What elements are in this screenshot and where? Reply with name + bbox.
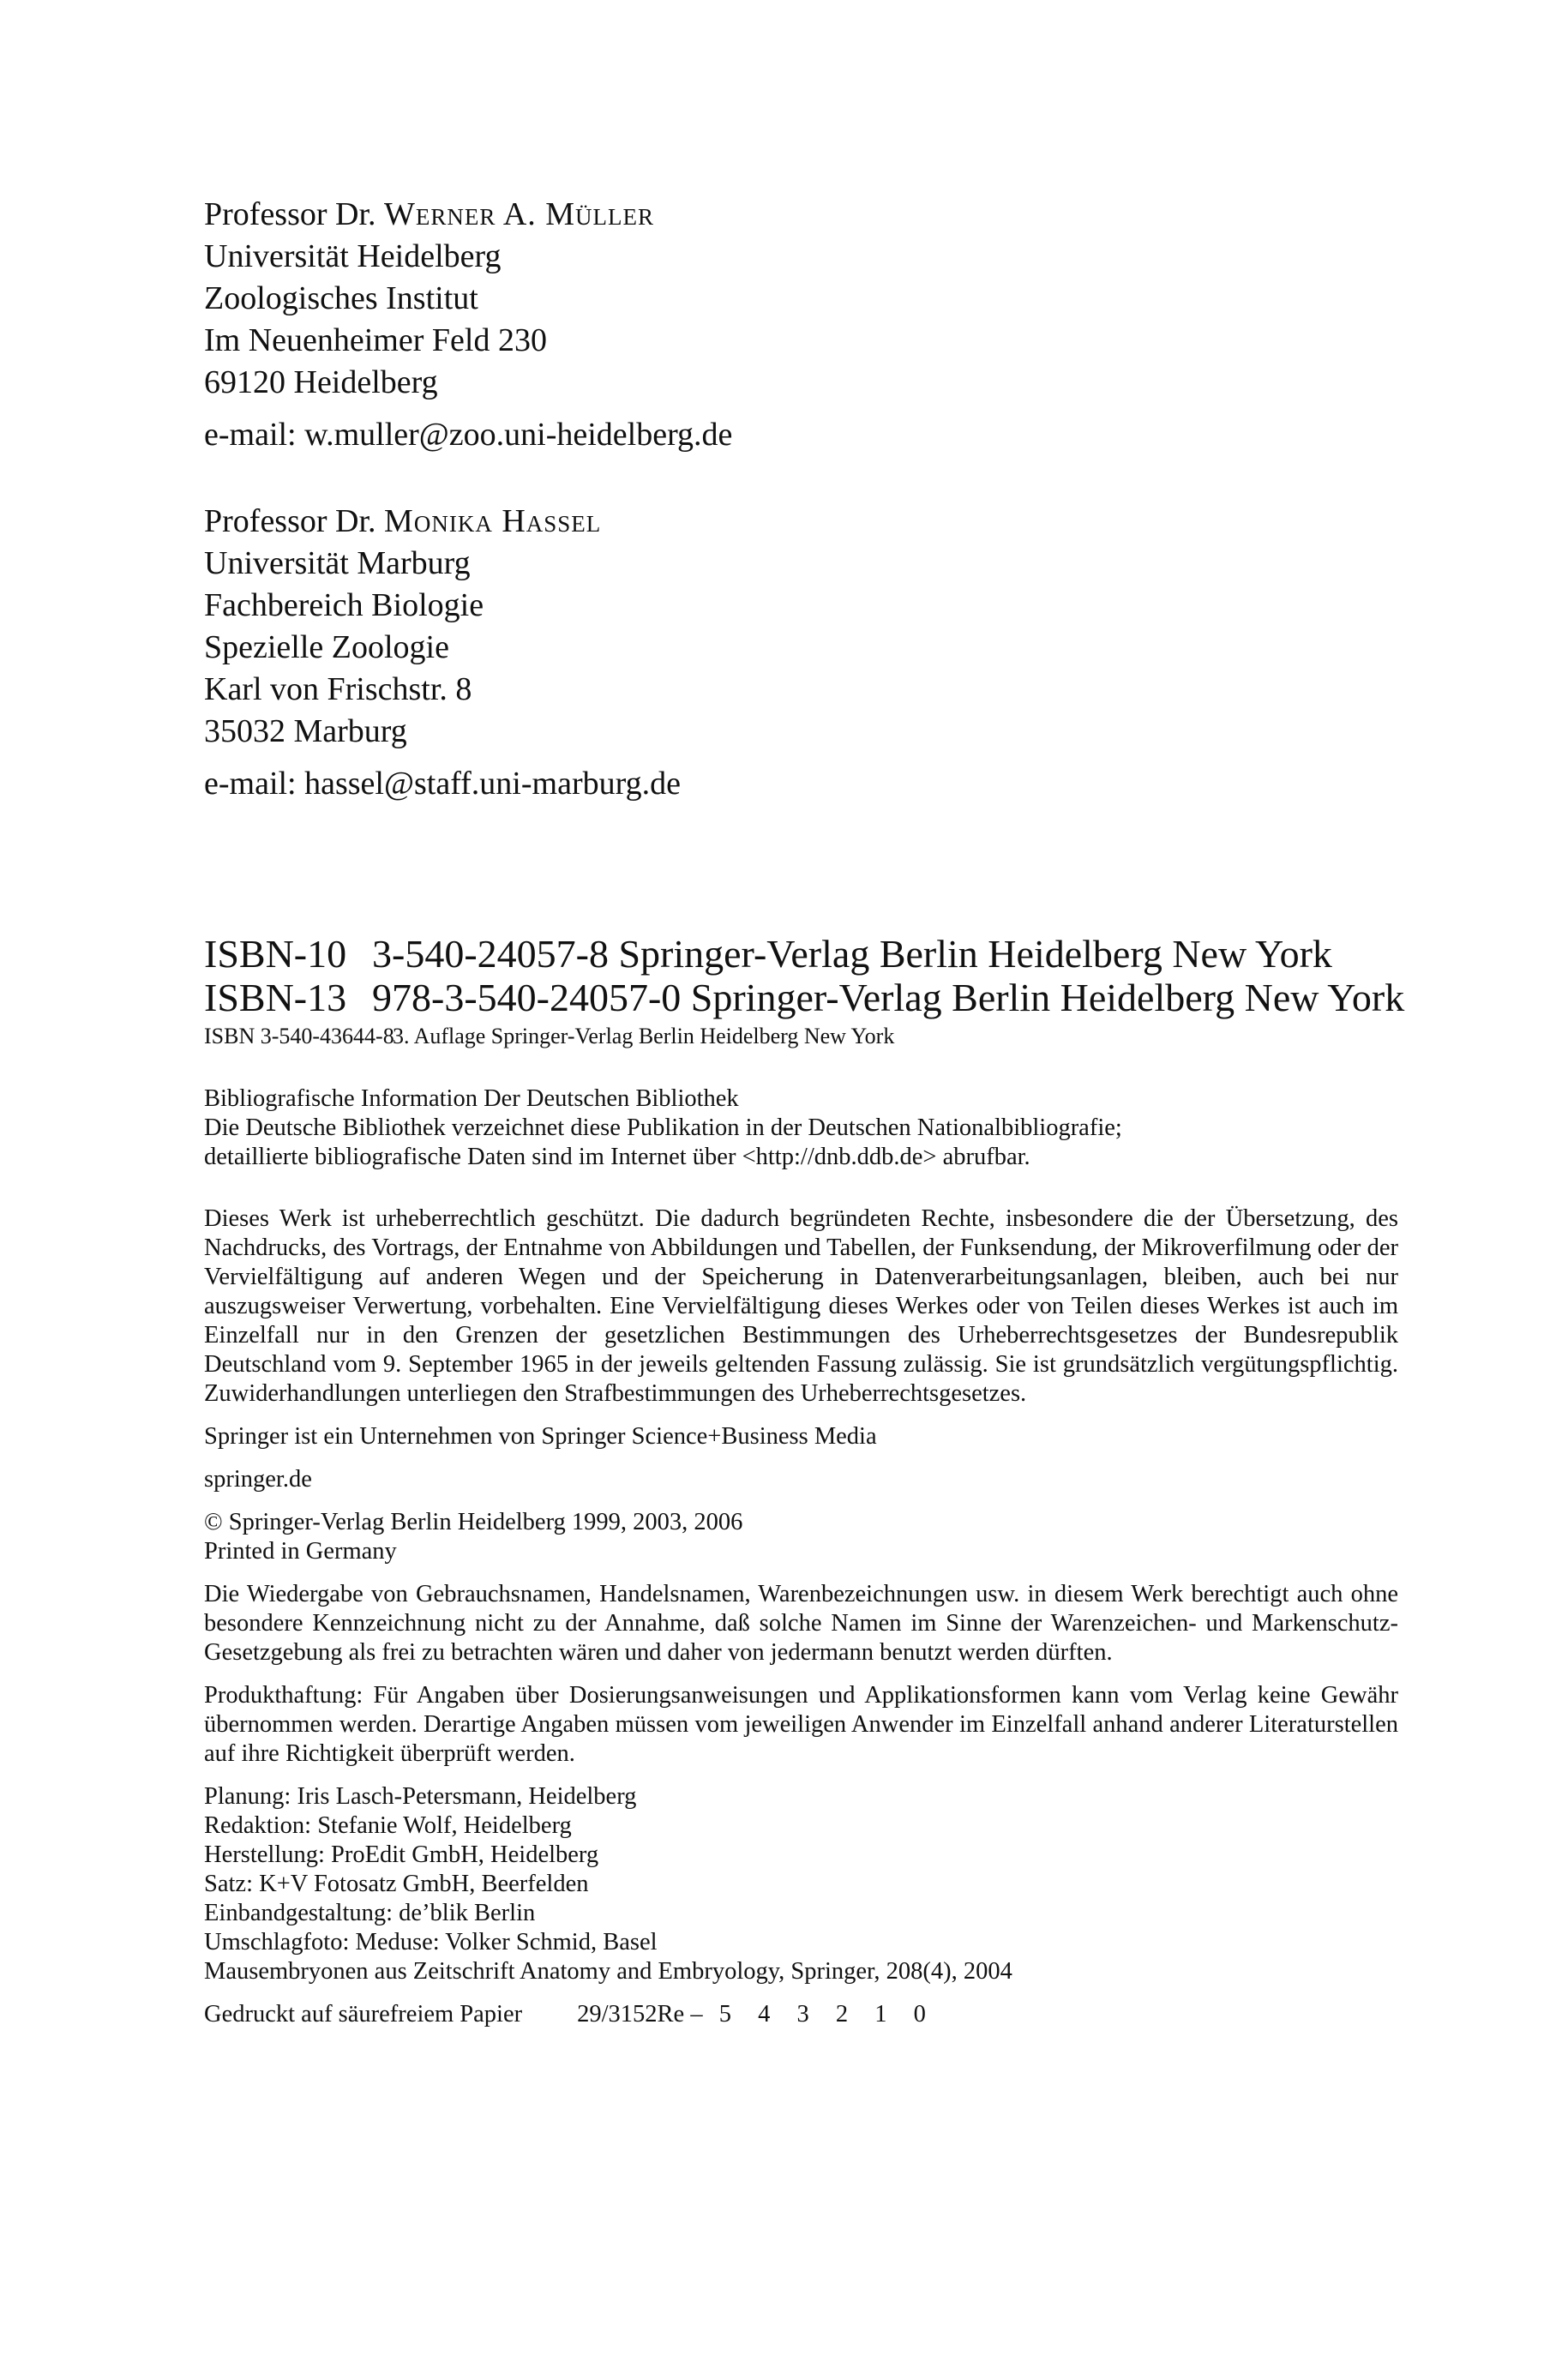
isbn-block	[204, 932, 1404, 1052]
address-line: Im Neuenheimer Feld 230	[204, 322, 547, 358]
liability-notice: Produkthaftung: Für Angaben über Dosierungsanweisungen und Applikationsformen kann vom Verlag keine Gewähr übernommen werden. Derartige Angaben müssen vom jeweiligen Anwender im Einzelfall anhand anderer Literaturstellen auf ihre Richtigkeit überprüft werden.	[204, 1682, 1398, 1767]
legal-text	[204, 1084, 1398, 2029]
author-name-line	[204, 194, 732, 236]
author-name-line	[204, 501, 681, 543]
bibliography-line: Bibliografische Information Der Deutschen Bibliothek	[204, 1085, 739, 1112]
publisher-line: Springer ist ein Unternehmen von Springer Science+Business Media	[204, 1423, 877, 1450]
address-line: 35032 Marburg	[204, 713, 407, 749]
author-address-mueller	[204, 194, 732, 456]
bibliography-line: Die Deutsche Bibliothek verzeichnet diese Publikation in der Deutschen Nationalbibliografie;	[204, 1114, 1122, 1141]
print-run-digits: 5 4 3 2 1 0	[718, 2001, 936, 2028]
isbn-label: ISBN-13	[204, 976, 347, 1019]
bibliography-info	[204, 1084, 1398, 1172]
address-line: Universität Marburg	[204, 545, 471, 581]
isbn-label: ISBN-10	[204, 932, 347, 976]
author-address-hassel	[204, 501, 681, 805]
isbn-value: 3-540-24057-8 Springer-Verlag Berlin Heidelberg New York	[372, 932, 1332, 976]
credit-line: Mausembryonen aus Zeitschrift Anatomy and Embryology, Springer, 208(4), 2004	[204, 1958, 1012, 1985]
printed-in-line: Printed in Germany	[204, 1538, 397, 1565]
printing-info	[204, 2000, 1398, 2029]
address-line: Universität Heidelberg	[204, 238, 502, 274]
website-link: springer.de	[204, 1466, 312, 1493]
credit-line: Planung: Iris Lasch-Petersmann, Heidelberg	[204, 1783, 637, 1810]
copyright-line: © Springer-Verlag Berlin Heidelberg 1999, 2003, 2006	[204, 1509, 743, 1535]
author-email: e-mail: hassel@staff.uni-marburg.de	[204, 766, 681, 802]
copyright-notice: Dieses Werk ist urheberrechtlich geschützt. Die dadurch begründeten Rechte, insbesondere die der Übersetzung, des Nachdrucks, des Vortrags, der Entnahme von Abbildungen und Tabellen, der Funksendung, der Mikroverfilmung oder der Vervielfältigung auf anderen Wegen und der Speicherung in Datenverarbeitungsanlagen, bleiben, auch bei nur auszugsweiser Verwertung, vorbehalten. Eine Vervielfältigung dieses Werkes oder von Teilen dieses Werkes ist auch im Einzelfall nur in den Grenzen der gesetzlichen Bestimmungen des Urheberrechtsgesetzes der Bundesrepublik Deutschland vom 9. September 1965 in der jeweils geltenden Fassung zulässig. Sie ist grundsätzlich vergütungspflichtig. Zuwiderhandlungen unterliegen den Strafbestimmungen des Urheberrechtsgesetzes.	[204, 1205, 1398, 1407]
address-line: Spezielle Zoologie	[204, 629, 449, 665]
address-line: Zoologisches Institut	[204, 280, 478, 316]
address-line: Fachbereich Biologie	[204, 587, 484, 623]
credit-line: Satz: K+V Fotosatz GmbH, Beerfelden	[204, 1871, 589, 1897]
bibliography-line: detaillierte bibliografische Daten sind im Internet über <http://dnb.ddb.de> abrufbar.	[204, 1144, 1030, 1170]
address-line: 69120 Heidelberg	[204, 364, 438, 400]
isbn-previous-edition	[204, 1021, 1404, 1052]
trademark-notice: Die Wiedergabe von Gebrauchsnamen, Handelsnamen, Warenbezeichnungen usw. in diesem Werk berechtigt auch ohne besondere Kennzeichnung nicht zu der Annahme, daß solche Namen im Sinne der Warenzeichen- und Markenschutz-Gesetzgebung als frei zu betrachten wären und daher von jedermann benutzt werden dürften.	[204, 1581, 1398, 1666]
credits-block	[204, 1782, 1398, 1986]
copyright-block	[204, 1508, 1398, 1566]
isbn-label: ISBN 3-540-43644-8	[204, 1024, 394, 1048]
paper-note: Gedruckt auf säurefreiem Papier	[204, 2001, 523, 2028]
credit-line: Einbandgestaltung: de’blik Berlin	[204, 1900, 536, 1926]
isbn-value: 978-3-540-24057-0 Springer-Verlag Berlin Heidelberg New York	[372, 976, 1405, 1019]
author-email: e-mail: w.muller@zoo.uni-heidelberg.de	[204, 417, 733, 453]
print-code: 29/3152Re –	[577, 2001, 709, 2028]
credit-line: Herstellung: ProEdit GmbH, Heidelberg	[204, 1841, 599, 1868]
author-title: Professor Dr.	[204, 503, 376, 539]
author-name: Monika Hassel	[384, 503, 602, 539]
address-line: Karl von Frischstr. 8	[204, 671, 472, 707]
credit-line: Redaktion: Stefanie Wolf, Heidelberg	[204, 1812, 572, 1839]
author-name: Werner A. Müller	[384, 196, 655, 232]
author-title: Professor Dr.	[204, 196, 376, 232]
isbn-13-row	[204, 976, 1404, 1019]
isbn-10-row	[204, 932, 1404, 976]
credit-line: Umschlagfoto: Meduse: Volker Schmid, Basel	[204, 1929, 658, 1955]
isbn-value: 3. Auflage Springer-Verlag Berlin Heidelberg New York	[393, 1024, 895, 1048]
